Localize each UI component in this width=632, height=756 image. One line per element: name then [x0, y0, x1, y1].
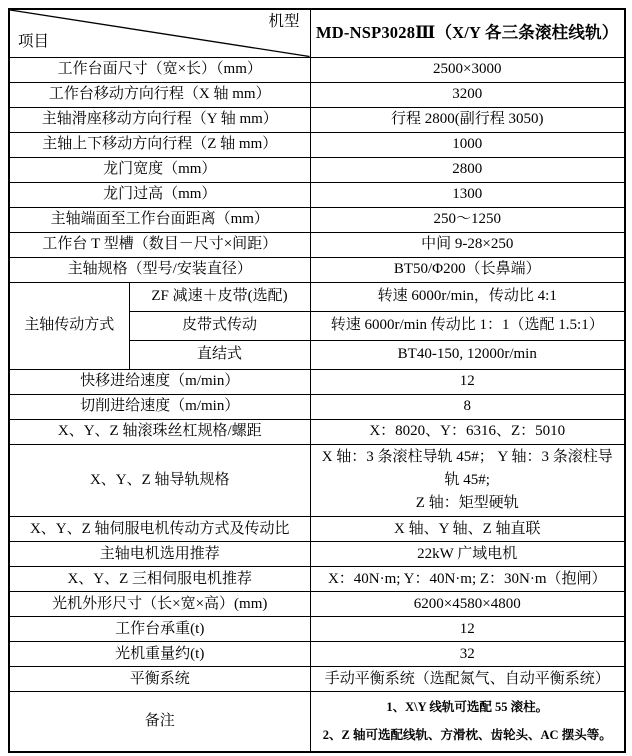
table-row: [9, 207, 625, 232]
table-row: [9, 542, 625, 567]
spec-label: X、Y、Z 三相伺服电机推荐: [9, 567, 310, 592]
spec-label: 工作台移动方向行程（X 轴 mm）: [9, 82, 310, 107]
spec-value: 2800: [310, 157, 625, 182]
guideway-value: [310, 444, 625, 517]
spec-value: 行程 2800(副行程 3050): [310, 107, 625, 132]
spec-sublabel: 皮带式传动: [129, 311, 310, 340]
spec-value: 8: [310, 394, 625, 419]
spec-label: 光机外形尺寸（长×宽×高）(mm): [9, 592, 310, 617]
spec-value: 2500×3000: [310, 57, 625, 82]
spec-label: X、Y、Z 轴伺服电机传动方式及传动比: [9, 517, 310, 542]
spec-label: 切削进给速度（m/min）: [9, 394, 310, 419]
corner-cell: [9, 9, 310, 57]
table-row: [9, 567, 625, 592]
guideway-value-line1: X 轴：3 条滚柱导轨 45#； Y 轴：3 条滚柱导轨 45#;: [321, 448, 613, 488]
spec-value: 1300: [310, 182, 625, 207]
spec-value: 转速 6000r/min 传动比 1：1（选配 1.5:1）: [310, 311, 625, 340]
spec-sublabel: ZF 减速＋皮带(选配): [129, 282, 310, 311]
spec-table: [8, 8, 626, 753]
spec-label: 主轴规格（型号/安装直径）: [9, 257, 310, 282]
table-row: [9, 369, 625, 394]
table-row: [9, 82, 625, 107]
table-row: [9, 182, 625, 207]
remark-line-2: 2、Z 轴可选配线轨、方滑枕、齿轮头、AC 摆头等。: [322, 727, 612, 742]
spec-value: 中间 9-28×250: [310, 232, 625, 257]
table-row: [9, 282, 625, 311]
spec-label: X、Y、Z 轴导轨规格: [9, 444, 310, 517]
table-row: [9, 232, 625, 257]
spec-value: BT50/Φ200（长鼻端）: [310, 257, 625, 282]
spec-value: 32: [310, 642, 625, 667]
spec-label: 光机重量约(t): [9, 642, 310, 667]
spec-value: BT40-150, 12000r/min: [310, 340, 625, 369]
spec-label: 快移进给速度（m/min）: [9, 369, 310, 394]
table-row: [9, 692, 625, 752]
header-row: [9, 9, 625, 57]
guideway-value-line2: Z 轴：矩型硬轨: [415, 495, 519, 511]
spec-value: 6200×4580×4800: [310, 592, 625, 617]
table-row: [9, 394, 625, 419]
remarks-value: [310, 692, 625, 752]
model-title: MD-NSP3028Ⅲ（X/Y 各三条滚柱线轨）: [310, 9, 625, 57]
spec-value: 1000: [310, 132, 625, 157]
spec-value: 转速 6000r/min，传动比 4:1: [310, 282, 625, 311]
spec-label: 工作台面尺寸（宽×长）（mm）: [9, 57, 310, 82]
remark-line-1: 1、X\Y 线轨可选配 55 滚柱。: [386, 700, 549, 714]
spec-label: 主轴端面至工作台面距离（mm）: [9, 207, 310, 232]
spec-label: 工作台承重(t): [9, 617, 310, 642]
corner-model-label: 机型: [268, 13, 300, 30]
table-row: [9, 444, 625, 517]
spec-label: 龙门宽度（mm）: [9, 157, 310, 182]
table-row: [9, 132, 625, 157]
spec-label: 工作台 T 型槽（数目－尺寸×间距）: [9, 232, 310, 257]
spec-value: 12: [310, 369, 625, 394]
table-row: [9, 257, 625, 282]
spec-label: 主轴电机选用推荐: [9, 542, 310, 567]
spec-value: 250～1250: [310, 207, 625, 232]
spec-value: 手动平衡系统（选配氮气、自动平衡系统）: [310, 667, 625, 692]
spec-value: X：40N·m; Y：40N·m; Z：30N·m（抱闸）: [310, 567, 625, 592]
spec-value: 12: [310, 617, 625, 642]
spec-label: X、Y、Z 轴滚珠丝杠规格/螺距: [9, 419, 310, 444]
table-row: [9, 617, 625, 642]
table-row: [9, 419, 625, 444]
spec-value: X：8020、Y：6316、Z：5010: [310, 419, 625, 444]
table-row: [9, 157, 625, 182]
spec-sublabel: 直结式: [129, 340, 310, 369]
corner-item-label: 项目: [18, 33, 50, 51]
spec-value: 22kW 广域电机: [310, 542, 625, 567]
spindle-drive-group-label: 主轴传动方式: [9, 282, 129, 369]
diagonal-divider: [10, 10, 310, 57]
spec-value: 3200: [310, 82, 625, 107]
spec-value: X 轴、Y 轴、Z 轴直联: [310, 517, 625, 542]
spec-label: 主轴滑座移动方向行程（Y 轴 mm）: [9, 107, 310, 132]
table-row: [9, 57, 625, 82]
remarks-label: 备注: [9, 692, 310, 752]
table-row: [9, 107, 625, 132]
table-row: [9, 667, 625, 692]
table-row: [9, 592, 625, 617]
table-row: [9, 517, 625, 542]
spec-label: 龙门过高（mm）: [9, 182, 310, 207]
spec-label: 主轴上下移动方向行程（Z 轴 mm）: [9, 132, 310, 157]
spec-label: 平衡系统: [9, 667, 310, 692]
table-row: [9, 642, 625, 667]
